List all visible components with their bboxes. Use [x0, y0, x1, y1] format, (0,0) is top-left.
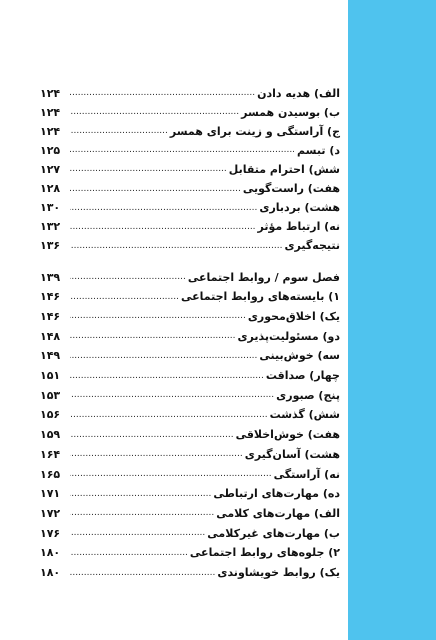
toc-entry[interactable]: [40, 84, 340, 102]
dot-leader: [70, 145, 295, 155]
toc-entry[interactable]: [40, 268, 340, 286]
toc-entry-title: الف) مهارت‌های کلامی: [216, 506, 340, 520]
dot-leader: [70, 222, 256, 232]
dot-leader: [70, 107, 239, 117]
toc-entry[interactable]: [40, 485, 340, 503]
dot-leader: [70, 489, 211, 499]
toc-entry-page-number: ۱۳۶: [40, 239, 61, 253]
toc-entry-page-number: ۱۲۵: [40, 143, 61, 157]
toc-entry[interactable]: [40, 288, 340, 306]
toc-entry-page-number: ۱۴۶: [40, 309, 61, 323]
toc-entry-title: سه) خوش‌بینی: [259, 349, 340, 363]
toc-entry[interactable]: [40, 199, 340, 217]
toc-entry[interactable]: [40, 237, 340, 255]
toc-entry-title: نه) آراستگی: [273, 467, 340, 481]
toc-entry-page-number: ۱۲۷: [40, 162, 61, 176]
toc-entry-title: هفت) خوش‌اخلاقی: [235, 428, 340, 442]
toc-entry[interactable]: [40, 180, 340, 198]
dot-leader: [70, 88, 255, 98]
toc-entry[interactable]: [40, 307, 340, 325]
side-color-band: [348, 0, 436, 640]
toc-entry-page-number: ۱۴۸: [40, 329, 61, 343]
dot-leader: [70, 528, 205, 538]
toc-entry[interactable]: [40, 544, 340, 562]
toc-entry-page-number: ۱۳۲: [40, 220, 61, 234]
dot-leader: [70, 164, 227, 174]
toc-entry-page-number: ۱۷۶: [40, 526, 61, 540]
toc-entry-title: فصل سوم / روابط اجتماعی: [187, 270, 340, 284]
dot-leader: [70, 548, 188, 558]
toc-entry[interactable]: [40, 386, 340, 404]
dot-leader: [70, 241, 282, 251]
toc-entry-title: هفت) راست‌گویی: [242, 182, 340, 195]
dot-leader: [70, 508, 214, 518]
toc-entry[interactable]: [40, 218, 340, 236]
toc-entry-title: ب) بوسیدن همسر: [241, 105, 340, 119]
dot-leader: [70, 292, 179, 302]
toc-entry-page-number: ۱۸۰: [40, 566, 61, 579]
dot-leader: [70, 203, 257, 213]
dot-leader: [70, 351, 257, 361]
toc-entry[interactable]: [40, 141, 340, 159]
toc-entry-page-number: ۱۲۴: [40, 124, 61, 138]
toc-entry-title: ب) مهارت‌های غیرکلامی: [207, 526, 340, 540]
dot-leader: [70, 449, 243, 459]
toc-entry-title: نه) ارتباط مؤثر: [257, 220, 340, 234]
dot-leader: [70, 371, 264, 381]
toc-entry-title: دو) مسئولیت‌پذیری: [237, 329, 340, 343]
toc-entry[interactable]: [40, 504, 340, 522]
toc-entry-page-number: ۱۲۴: [40, 105, 61, 119]
toc-entry-page-number: ۱۷۱: [40, 487, 61, 501]
toc-entry-title: چهار) صداقت: [265, 369, 340, 382]
toc-entry-page-number: ۱۵۶: [40, 408, 61, 422]
toc-entry-title: شش) احترام متقابل: [228, 162, 340, 176]
toc-entry-title: الف) هدیه دادن: [257, 86, 340, 100]
toc-entry-page-number: ۱۶۴: [40, 447, 61, 461]
dot-leader: [70, 568, 215, 578]
toc-entry-page-number: ۱۴۹: [40, 349, 61, 363]
toc-entry-page-number: ۱۵۹: [40, 428, 61, 442]
dot-leader: [70, 390, 274, 400]
toc-entry-page-number: ۱۲۴: [40, 86, 61, 100]
toc-entry-title: ج) آراستگی و زینت برای همسر: [169, 124, 340, 138]
toc-entry-page-number: ۱۲۸: [40, 182, 61, 195]
toc-entry[interactable]: [40, 564, 340, 582]
toc-entry[interactable]: [40, 524, 340, 542]
dot-leader: [70, 331, 235, 341]
toc-entry[interactable]: [40, 327, 340, 345]
toc-entry-title: نتیجه‌گیری: [284, 239, 340, 253]
toc-entry-title: هشت) بردباری: [259, 201, 340, 215]
toc-entry-title: ۱) بایسته‌های روابط اجتماعی: [180, 290, 340, 304]
toc-entry-page-number: ۱۴۶: [40, 290, 61, 304]
toc-entry[interactable]: [40, 406, 340, 424]
toc-entry-page-number: ۱۸۰: [40, 546, 61, 560]
toc-entry[interactable]: [40, 122, 340, 140]
toc-entry-title: یک) اخلاق‌محوری: [247, 309, 340, 323]
toc-entry[interactable]: [40, 426, 340, 444]
toc-entry[interactable]: [40, 160, 340, 178]
toc-entry[interactable]: [40, 445, 340, 463]
toc-entry-title: ده) مهارت‌های ارتباطی: [213, 487, 340, 501]
dot-leader: [70, 430, 234, 440]
dot-leader: [70, 469, 272, 479]
toc-entry-title: یک) روابط خویشاوندی: [217, 566, 340, 579]
toc-entry-page-number: ۱۷۲: [40, 506, 61, 520]
toc-entry-page-number: ۱۵۳: [40, 388, 61, 402]
toc-entry-page-number: ۱۳۹: [40, 270, 61, 284]
dot-leader: [70, 410, 268, 420]
toc-entry-page-number: ۱۳۰: [40, 201, 61, 215]
toc-entry[interactable]: [40, 103, 340, 121]
toc-entry-title: د) تبسم: [297, 143, 340, 157]
toc-entry-title: هشت) آسان‌گیری: [244, 447, 340, 461]
dot-leader: [70, 272, 186, 282]
toc-entry[interactable]: [40, 347, 340, 365]
dot-leader: [70, 311, 246, 321]
dot-leader: [70, 126, 168, 136]
toc-entry-title: شش) گذشت: [269, 408, 340, 422]
toc-entry-title: پنج) صبوری: [276, 388, 340, 402]
toc-entry-page-number: ۱۶۵: [40, 467, 61, 481]
dot-leader: [70, 184, 241, 194]
toc-entry-title: ۲) جلوه‌های روابط اجتماعی: [189, 546, 340, 560]
toc-entry[interactable]: [40, 367, 340, 385]
toc-entry-page-number: ۱۵۱: [40, 369, 61, 382]
toc-entry[interactable]: [40, 465, 340, 483]
